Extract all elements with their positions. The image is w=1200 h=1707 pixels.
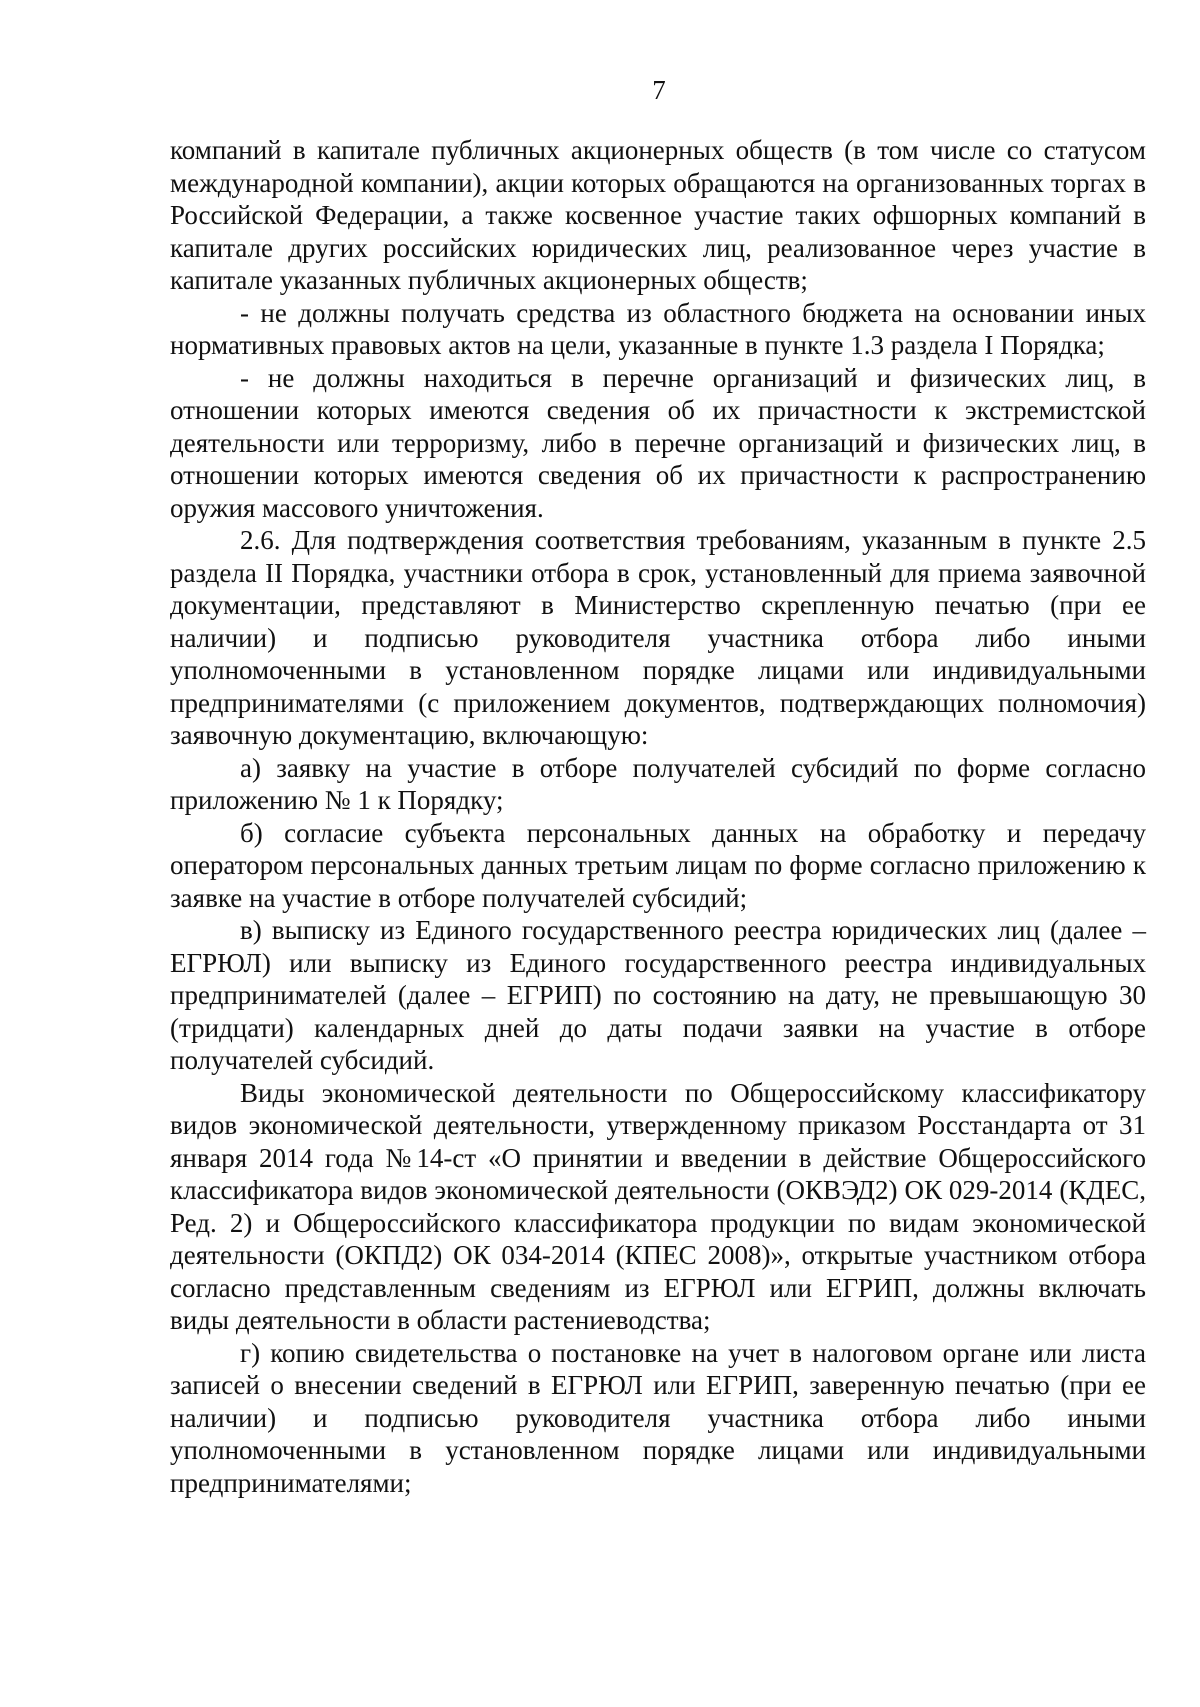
document-body xyxy=(170,134,1146,1499)
paragraph: г) копию свидетельства о постановке на учет в налоговом органе или листа записей о внесении сведений в ЕГРЮЛ или ЕГРИП, заверенную печатью (при ее наличии) и подписью руководителя участника отбора либо иными уполномоченными в установленном порядке лицами или индивидуальными предпринимателями; xyxy=(170,1337,1146,1498)
paragraph: - не должны получать средства из областного бюджета на основании иных нормативных правовых актов на цели, указанные в пункте 1.3 раздела I Порядка; xyxy=(170,297,1146,360)
paragraph: а) заявку на участие в отборе получателей субсидий по форме согласно приложению № 1 к Порядку; xyxy=(170,752,1146,815)
paragraph: Виды экономической деятельности по Общероссийскому классификатору видов экономической деятельности, утвержденному приказом Росстандарта от 31 января 2014 года №14-ст «О принятии и введении в действие Общероссийского классификатора видов экономической деятельности (ОКВЭД2) ОК 029-2014 (КДЕС, Ред. 2) и Общероссийского классификатора продукции по видам экономической деятельности (ОКПД2) ОК 034-2014 (КПЕС 2008)», открытые участником отбора согласно представленным сведениям из ЕГРЮЛ или ЕГРИП, должны включать виды деятельности в области растениеводства; xyxy=(170,1077,1146,1335)
paragraph: 2.6. Для подтверждения соответствия требованиям, указанным в пункте 2.5 раздела II Порядка, участники отбора в срок, установленный для приема заявочной документации, представляют в Министерство скрепленную печатью (при ее наличии) и подписью руководителя участника отбора либо иными уполномоченными в установленном порядке лицами или индивидуальными предпринимателями (с приложением документов, подтверждающих полномочия) заявочную документацию, включающую: xyxy=(170,525,1146,750)
paragraph: компаний в капитале публичных акционерных обществ (в том числе со статусом международной компании), акции которых обращаются на организованных торгах в Российской Федерации, а также косвенное участие таких офшорных компаний в капитале других российских юридических лиц, реализованное через участие в капитале указанных публичных акционерных обществ; xyxy=(170,135,1146,295)
page-number: 7 xyxy=(652,75,666,105)
paragraph: б) согласие субъекта персональных данных на обработку и передачу оператором персональных данных третьим лицам по форме согласно приложению к заявке на участие в отборе получателей субсидий; xyxy=(170,817,1146,913)
paragraph: - не должны находиться в перечне организаций и физических лиц, в отношении которых имеются сведения об их причастности к экстремистской деятельности или терроризму, либо в перечне организаций и физических лиц, в отношении которых имеются сведения об их причастности к распространению оружия массового уничтожения. xyxy=(170,362,1146,523)
paragraph: в) выписку из Единого государственного реестра юридических лиц (далее – ЕГРЮЛ) или выписку из Единого государственного реестра индивидуальных предпринимателей (далее – ЕГРИП) по состоянию на дату, не превышающую 30 (тридцати) календарных дней до даты подачи заявки на участие в отборе получателей субсидий. xyxy=(170,915,1146,1075)
